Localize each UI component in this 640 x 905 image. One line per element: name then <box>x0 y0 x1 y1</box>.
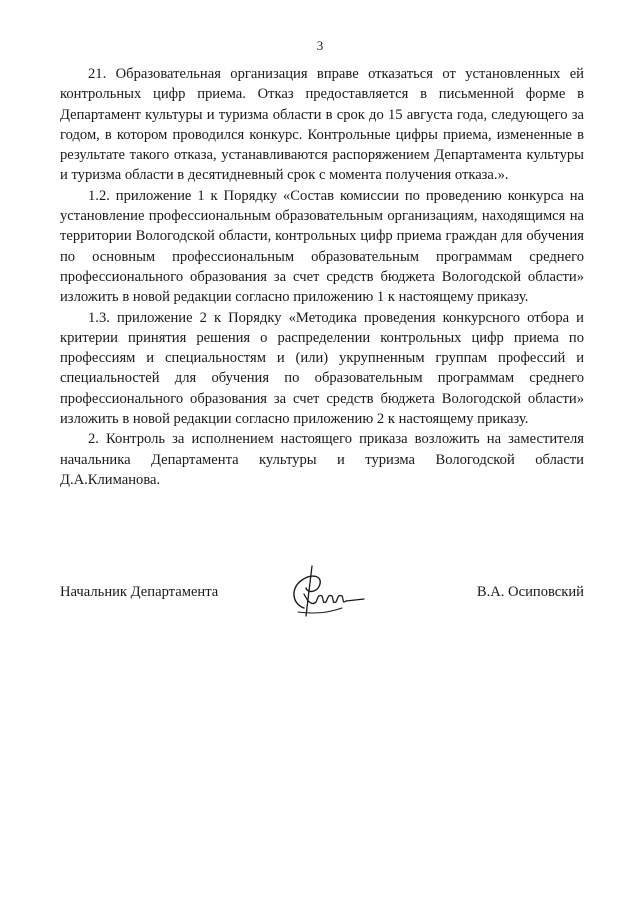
signature-icon <box>282 564 378 620</box>
paragraph-21: 21. Образовательная организация вправе отказаться от установленных ей контрольных цифр приема. Отказ предоставляется в письменной форме в Департамент культуры и туризма области в срок до 15 августа года, следующего за годом, в котором проводился конкурс. Контрольные цифры приема, измененные в результате такого отказа, устанавливаются распоряжением Департамента культуры и туризма области в десятидневный срок с момента получения отказа.». <box>60 66 584 184</box>
signatory-name: В.А. Осиповский <box>476 584 584 600</box>
document-body <box>60 64 584 490</box>
page-number: 3 <box>316 38 324 53</box>
paragraph-1-3: 1.3. приложение 2 к Порядку «Методика проведения конкурсного отбора и критерии принятия решения о распределении контрольных цифр приема по профессиям и специальностям и (или) укрупненным группам профессий и специальностей для обучения по образовательным программам среднего профессионального образования за счет средств бюджета Вологодской области» изложить в новой редакции согласно приложению 2 к настоящему приказу. <box>60 309 584 428</box>
paragraph-1-2: 1.2. приложение 1 к Порядку «Состав комиссии по проведению конкурса на установление профессиональным образовательным организациям, находящимся на территории Вологодской области, контрольных цифр приема граждан для обучения по основным профессиональным образовательным программам среднего профессионального образования за счет средств бюджета Вологодской области» изложить в новой редакции согласно приложению 1 к настоящему приказу. <box>60 187 584 306</box>
paragraph-2: 2. Контроль за исполнением настоящего приказа возложить на заместителя начальника Департамента культуры и туризма Вологодской области Д.А.Климанова. <box>60 431 584 488</box>
signatory-position: Начальник Департамента <box>60 584 219 600</box>
signature-block <box>60 572 584 622</box>
